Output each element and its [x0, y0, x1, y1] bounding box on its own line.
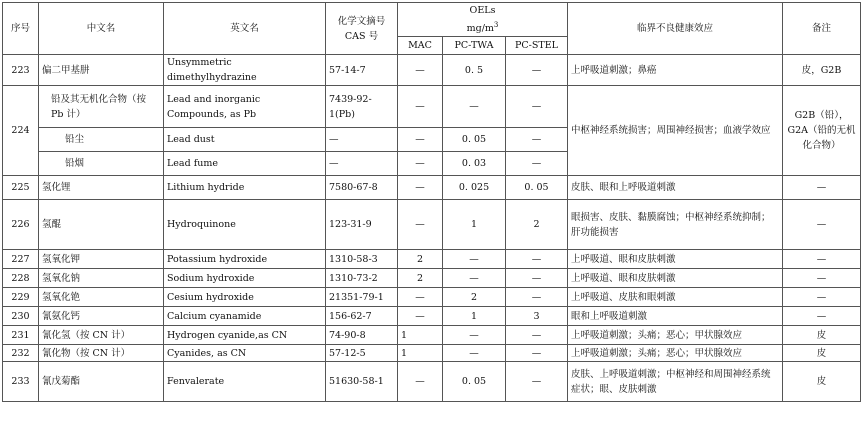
cell-en: Lead fume — [164, 152, 326, 176]
cell-cn: 氢氧化钠 — [39, 269, 164, 288]
header-stel: PC-STEL — [506, 37, 568, 55]
cell-stel: — — [506, 345, 568, 362]
cell-note: 皮 — [783, 326, 861, 345]
cell-no: 225 — [3, 176, 39, 200]
table-row — [3, 250, 861, 269]
cell-effect: 中枢神经系统损害；周围神经损害；血液学效应 — [568, 86, 783, 176]
cell-en: Lead and inorganic Compounds, as Pb — [164, 86, 326, 128]
cell-cn: 偏二甲基肼 — [39, 55, 164, 86]
cell-cas: — — [326, 128, 398, 152]
header-cas — [326, 3, 398, 55]
cell-note: 皮 — [783, 345, 861, 362]
header-oels-line2 — [401, 18, 564, 36]
cell-stel: 2 — [506, 200, 568, 250]
cell-note: — — [783, 176, 861, 200]
cell-mac: — — [398, 362, 443, 402]
cell-effect: 皮肤、眼和上呼吸道刺激 — [568, 176, 783, 200]
cell-cn: 氢氧化钾 — [39, 250, 164, 269]
cell-note: 皮 — [783, 362, 861, 402]
cell-cn: 铅及其无机化合物（按 Pb 计） — [39, 86, 164, 128]
cell-no: 231 — [3, 326, 39, 345]
cell-mac: 1 — [398, 326, 443, 345]
cell-cn: 氰化氢（按 CN 计） — [39, 326, 164, 345]
cell-en: Sodium hydroxide — [164, 269, 326, 288]
cell-note: — — [783, 307, 861, 326]
cell-no: 232 — [3, 345, 39, 362]
table-row — [3, 55, 861, 86]
cell-cas: 123-31-9 — [326, 200, 398, 250]
cell-no: 230 — [3, 307, 39, 326]
cell-stel: — — [506, 326, 568, 345]
cell-twa: 0. 025 — [443, 176, 506, 200]
oels-table — [2, 2, 861, 402]
cell-effect: 上呼吸道刺激；鼻癌 — [568, 55, 783, 86]
cell-twa: — — [443, 269, 506, 288]
cell-note: G2B（铅），G2A（铅的无机化合物） — [783, 86, 861, 176]
cell-twa: — — [443, 345, 506, 362]
cell-effect: 眼和上呼吸道刺激 — [568, 307, 783, 326]
header-row-1 — [3, 3, 861, 37]
header-twa: PC-TWA — [443, 37, 506, 55]
cell-cas: 57-12-5 — [326, 345, 398, 362]
cell-no: 228 — [3, 269, 39, 288]
cell-mac: 2 — [398, 269, 443, 288]
cell-mac: — — [398, 176, 443, 200]
cell-cas: 156-62-7 — [326, 307, 398, 326]
cell-cas: 7439-92-1(Pb) — [326, 86, 398, 128]
cell-twa: 0. 03 — [443, 152, 506, 176]
cell-en: Lithium hydride — [164, 176, 326, 200]
cell-mac: 2 — [398, 250, 443, 269]
cell-twa: 0. 05 — [443, 362, 506, 402]
cell-cn: 氢氧化铯 — [39, 288, 164, 307]
cell-no: 229 — [3, 288, 39, 307]
header-oels-line1: OELs — [469, 5, 496, 16]
cell-stel: — — [506, 269, 568, 288]
cell-twa: 0. 05 — [443, 128, 506, 152]
cell-stel: — — [506, 86, 568, 128]
cell-mac: — — [398, 55, 443, 86]
table-row — [3, 86, 861, 128]
cell-cn: 氰氨化钙 — [39, 307, 164, 326]
header-cn-name: 中文名 — [39, 3, 164, 55]
cell-note: — — [783, 288, 861, 307]
header-oels-unit: mg/m — [466, 23, 494, 35]
cell-effect: 上呼吸道、眼和皮肤刺激 — [568, 269, 783, 288]
cell-en: Cesium hydroxide — [164, 288, 326, 307]
cell-cas: 51630-58-1 — [326, 362, 398, 402]
cell-note: — — [783, 269, 861, 288]
header-notes: 备注 — [783, 3, 861, 55]
cell-en: Lead dust — [164, 128, 326, 152]
cell-stel: 3 — [506, 307, 568, 326]
cell-effect: 皮肤、上呼吸道刺激；中枢神经和周围神经系统症状；眼、皮肤刺激 — [568, 362, 783, 402]
cell-cas: 1310-73-2 — [326, 269, 398, 288]
cell-note: — — [783, 200, 861, 250]
cell-en: Cyanides, as CN — [164, 345, 326, 362]
cell-note: 皮，G2B — [783, 55, 861, 86]
cell-twa: — — [443, 326, 506, 345]
cell-mac: — — [398, 200, 443, 250]
cell-stel: — — [506, 152, 568, 176]
table-row — [3, 288, 861, 307]
cell-note: — — [783, 250, 861, 269]
header-en-name: 英文名 — [164, 3, 326, 55]
cell-effect: 上呼吸道刺激；头痛；恶心；甲状腺效应 — [568, 345, 783, 362]
cell-mac: — — [398, 152, 443, 176]
cell-stel: 0. 05 — [506, 176, 568, 200]
cell-effect: 上呼吸道、皮肤和眼刺激 — [568, 288, 783, 307]
cell-en: Hydroquinone — [164, 200, 326, 250]
table-row — [3, 345, 861, 362]
cell-cas: 74-90-8 — [326, 326, 398, 345]
cell-mac: — — [398, 128, 443, 152]
header-mac: MAC — [398, 37, 443, 55]
cell-cn: 氰戊菊酯 — [39, 362, 164, 402]
cell-cas: 7580-67-8 — [326, 176, 398, 200]
table-row — [3, 326, 861, 345]
cell-cas: 21351-79-1 — [326, 288, 398, 307]
cell-mac: 1 — [398, 345, 443, 362]
cell-mac: — — [398, 86, 443, 128]
cell-cn: 氰化物（按 CN 计） — [39, 345, 164, 362]
table-row — [3, 200, 861, 250]
cell-no: 223 — [3, 55, 39, 86]
cell-mac: — — [398, 288, 443, 307]
cell-cas: — — [326, 152, 398, 176]
cell-cn: 铅尘 — [39, 128, 164, 152]
cell-effect: 上呼吸道、眼和皮肤刺激 — [568, 250, 783, 269]
header-cas-line2: CAS 号 — [344, 30, 379, 42]
cell-stel: — — [506, 128, 568, 152]
cell-twa: 0. 5 — [443, 55, 506, 86]
cell-cas: 1310-58-3 — [326, 250, 398, 269]
cell-twa: 1 — [443, 307, 506, 326]
table-row — [3, 176, 861, 200]
cell-en: Fenvalerate — [164, 362, 326, 402]
cell-en: Hydrogen cyanide,as CN — [164, 326, 326, 345]
cell-no: 233 — [3, 362, 39, 402]
cell-cn: 铅烟 — [39, 152, 164, 176]
cell-twa: — — [443, 86, 506, 128]
cell-en: Potassium hydroxide — [164, 250, 326, 269]
header-oels — [398, 3, 568, 37]
header-no: 序号 — [3, 3, 39, 55]
cell-stel: — — [506, 288, 568, 307]
cell-no: 227 — [3, 250, 39, 269]
header-effects: 临界不良健康效应 — [568, 3, 783, 55]
cell-effect: 上呼吸道刺激；头痛；恶心；甲状腺效应 — [568, 326, 783, 345]
cell-no: 226 — [3, 200, 39, 250]
table-row — [3, 362, 861, 402]
cell-twa: 2 — [443, 288, 506, 307]
cell-effect: 眼损害、皮肤、黏膜腐蚀；中枢神经系统抑制；肝功能损害 — [568, 200, 783, 250]
cell-mac: — — [398, 307, 443, 326]
cell-cn: 氢醌 — [39, 200, 164, 250]
cell-stel: — — [506, 55, 568, 86]
cell-no: 224 — [3, 86, 39, 176]
cell-stel: — — [506, 250, 568, 269]
cell-twa: — — [443, 250, 506, 269]
cell-en: Unsymmetric dimethylhydrazine — [164, 55, 326, 86]
cell-twa: 1 — [443, 200, 506, 250]
cell-stel: — — [506, 362, 568, 402]
cell-cn: 氢化锂 — [39, 176, 164, 200]
cell-cas: 57-14-7 — [326, 55, 398, 86]
cell-en: Calcium cyanamide — [164, 307, 326, 326]
table-row — [3, 307, 861, 326]
header-oels-unit-sup: 3 — [493, 21, 499, 29]
header-cas-line1: 化学文摘号 — [337, 15, 386, 27]
table-row — [3, 269, 861, 288]
